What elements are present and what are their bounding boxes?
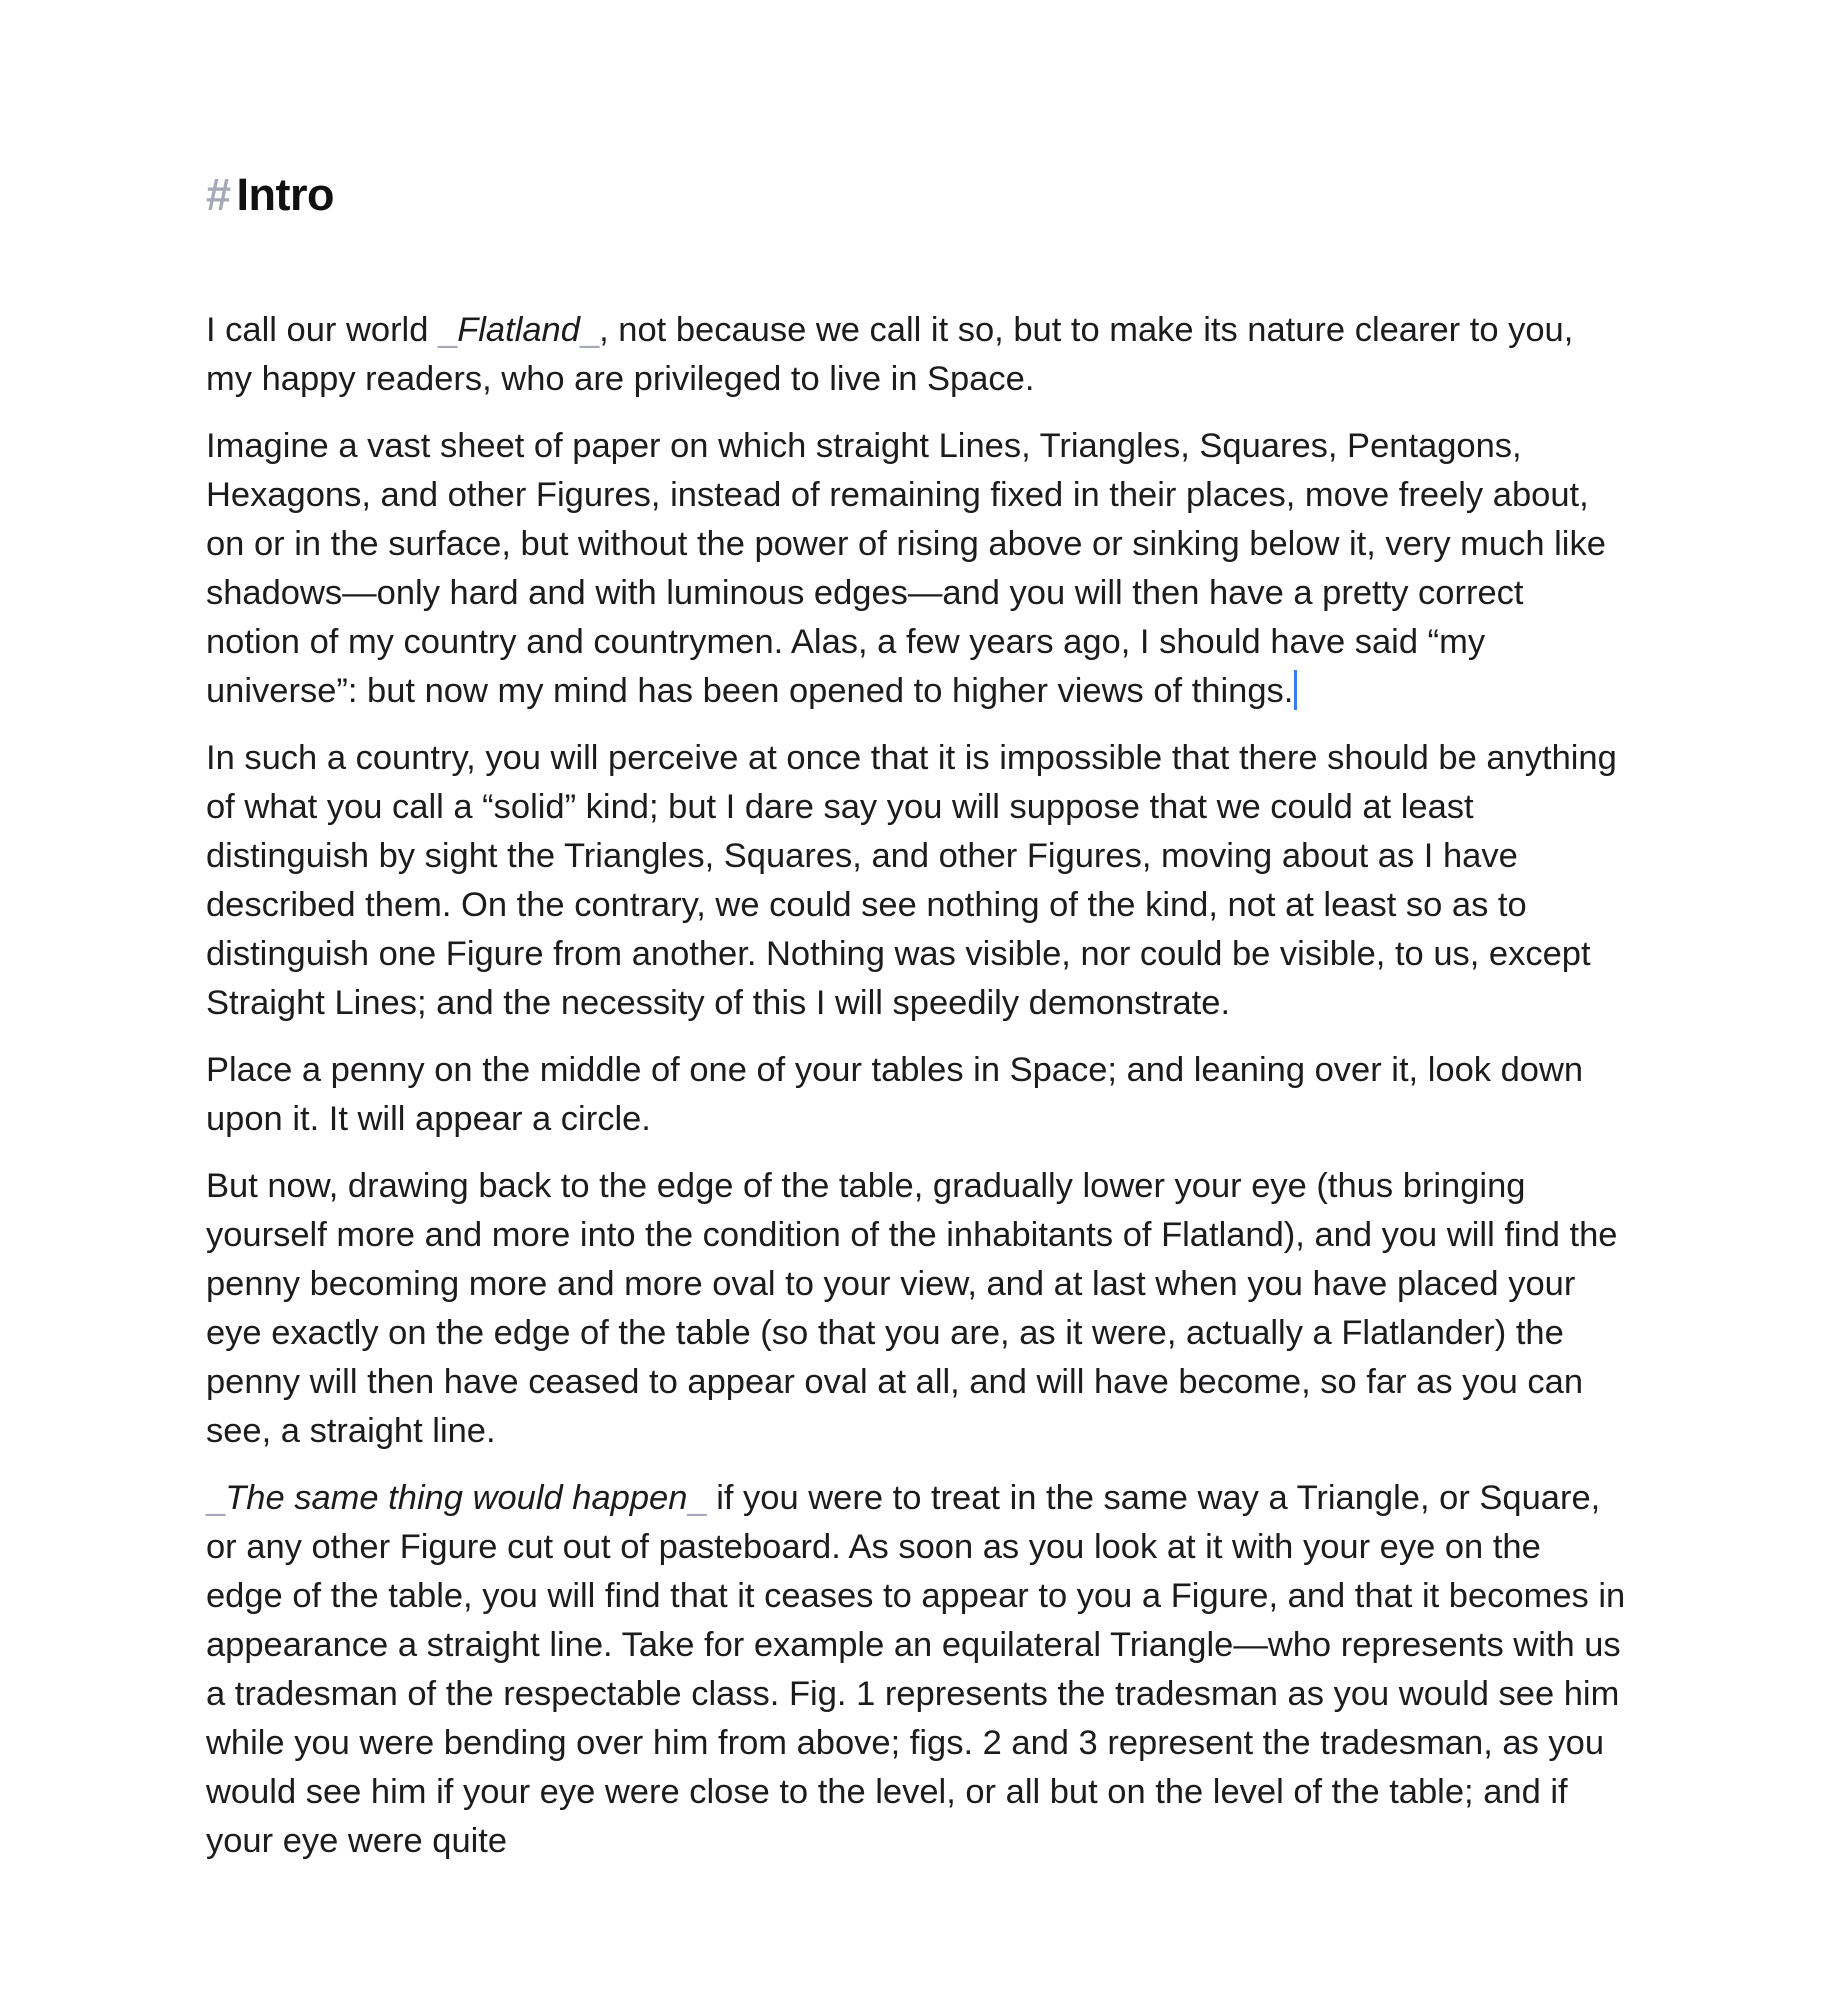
- italic-text: The same thing would happen: [225, 1479, 688, 1517]
- paragraph-1-after: , not because we call it so, but to make its nature clearer to you, my happy readers, who are privileged to live in Space.: [206, 311, 1574, 398]
- paragraph-1[interactable]: [206, 306, 1626, 404]
- heading-marker: #: [206, 169, 231, 220]
- paragraph-1-before: I call our world: [206, 311, 438, 349]
- paragraph-2-text: Imagine a vast sheet of paper on which straight Lines, Triangles, Squares, Pentagons, Hexagons, and other Figures, instead of remaining fixed in their places, move freely about, on or in the surface, but without the power of rising above or sinking below it, very much like shadows—only hard and with luminous edges—and you will then have a pretty correct notion of my country and countrymen. Alas, a few years ago, I should have said “my universe”: but now my mind has been opened to higher views of things.: [206, 427, 1606, 710]
- italic-close-marker: _: [579, 311, 600, 349]
- text-cursor: [1294, 670, 1297, 710]
- italic-close-marker: _: [687, 1479, 707, 1517]
- paragraph-4[interactable]: [206, 1046, 1626, 1144]
- italic-open-marker: _: [438, 311, 458, 349]
- markdown-editor[interactable]: [206, 150, 1626, 1884]
- italic-text: Flatland: [457, 311, 580, 349]
- italic-flatland: [438, 311, 599, 349]
- heading-text: Intro: [236, 169, 335, 220]
- italic-same-thing: [206, 1479, 707, 1517]
- paragraph-2[interactable]: [206, 422, 1626, 716]
- paragraph-3-text: In such a country, you will perceive at once that it is impossible that there should be anything of what you call a “solid” kind; but I dare say you will suppose that we could at least distinguish by sight the Triangles, Squares, and other Figures, moving about as I have described them. On the contrary, we could see nothing of the kind, not at least so as to distinguish one Figure from another. Nothing was visible, nor could be visible, to us, except Straight Lines; and the necessity of this I will speedily demonstrate.: [206, 739, 1617, 1022]
- italic-open-marker: _: [206, 1479, 226, 1517]
- document-body[interactable]: [206, 306, 1626, 1866]
- paragraph-5[interactable]: [206, 1162, 1626, 1456]
- paragraph-5-text: But now, drawing back to the edge of the table, gradually lower your eye (thus bringing yourself more and more into the condition of the inhabitants of Flatland), and you will find the penny becoming more and more oval to your view, and at last when you have placed your eye exactly on the edge of the table (so that you are, as it were, actually a Flatlander) the penny will then have ceased to appear oval at all, and will have become, so far as you can see, a straight line.: [206, 1167, 1618, 1450]
- heading-intro[interactable]: [206, 150, 1626, 240]
- paragraph-6[interactable]: [206, 1474, 1626, 1866]
- paragraph-6-after: if you were to treat in the same way a Triangle, or Square, or any other Figure cut out of pasteboard. As soon as you look at it with your eye on the edge of the table, you will find that it ceases to appear to you a Figure, and that it becomes in appearance a straight line. Take for example an equilateral Triangle—who represents with us a tradesman of the respectable class. Fig. 1 represents the tradesman as you would see him while you were bending over him from above; figs. 2 and 3 represent the tradesman, as you would see him if your eye were close to the level, or all but on the level of the table; and if your eye were quite: [206, 1479, 1626, 1860]
- paragraph-3[interactable]: [206, 734, 1626, 1028]
- paragraph-4-text: Place a penny on the middle of one of your tables in Space; and leaning over it, look down upon it. It will appear a circle.: [206, 1051, 1584, 1138]
